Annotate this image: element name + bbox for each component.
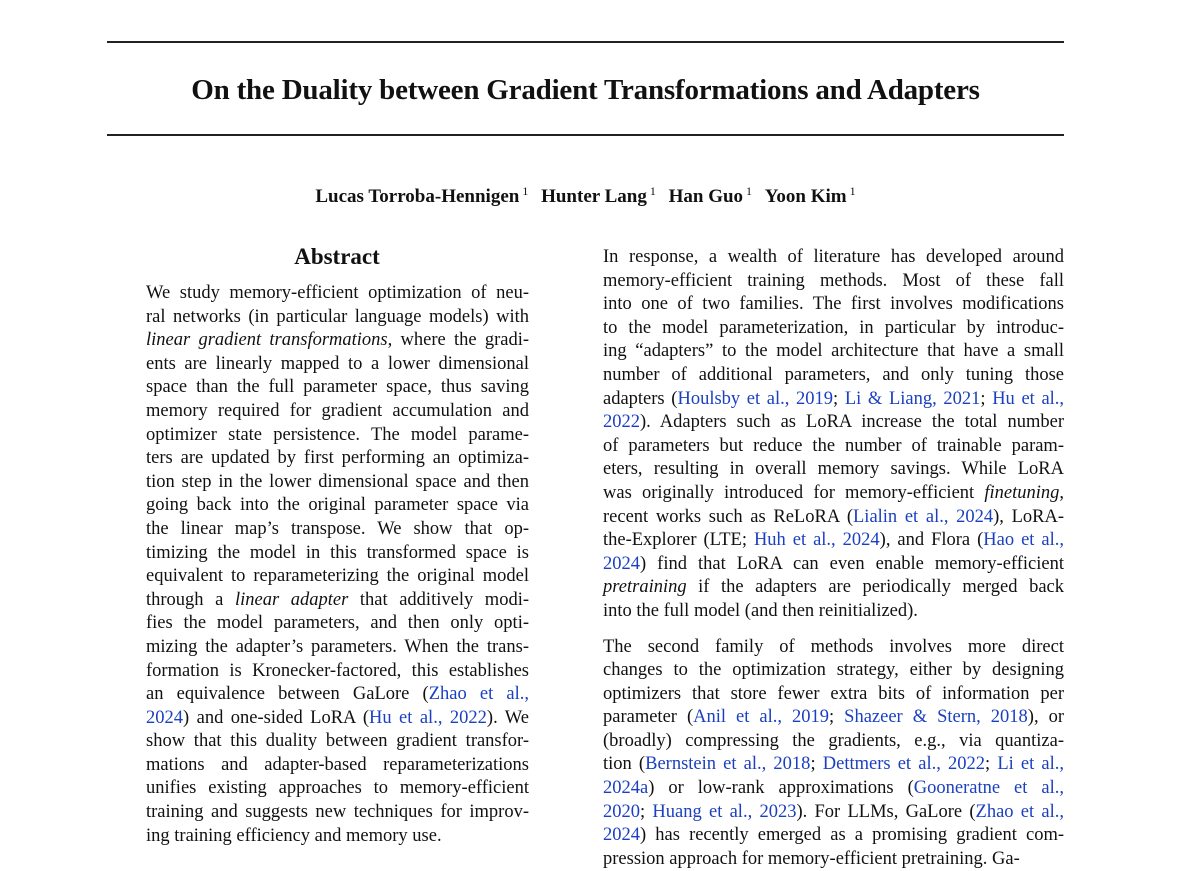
text-line: was originally introduced for memory-efficient finetuning,	[603, 482, 1064, 506]
citation-link[interactable]: Bernstein et al., 2018	[645, 754, 810, 774]
citation-link[interactable]: Huang et al., 2023	[652, 802, 796, 822]
text-line: to the model parameterization, in particular by introduc-	[603, 317, 1064, 341]
text-line: 2024) find that LoRA can even enable memory-efficient	[603, 553, 1064, 577]
citation-link[interactable]: 2020	[603, 802, 640, 822]
text-line: pretraining if the adapters are periodically merged back	[603, 576, 1064, 600]
affiliation-mark: 1	[522, 184, 528, 198]
abstract-heading: Abstract	[146, 242, 528, 272]
text-line: an equivalence between GaLore (Zhao et al.,	[146, 683, 529, 707]
citation-link[interactable]: Hao et al.,	[983, 530, 1064, 550]
text-line: show that this duality between gradient transfor-	[146, 730, 529, 754]
text-line: 2024) and one-sided LoRA (Hu et al., 2022). We	[146, 707, 529, 731]
text-line: changes to the optimization strategy, either by designing	[603, 659, 1064, 683]
citation-link[interactable]: Li & Liang, 2021	[845, 389, 981, 409]
affiliation-mark: 1	[650, 184, 656, 198]
citation-link[interactable]: 2024a	[603, 778, 648, 798]
text-line: number of additional parameters, and only tuning those	[603, 364, 1064, 388]
citation-link[interactable]: Gooneratne et al.,	[914, 778, 1064, 798]
text-line: memory required for gradient accumulation and	[146, 400, 529, 424]
text-line: space than the full parameter space, thus saving	[146, 376, 529, 400]
text-line: 2022). Adapters such as LoRA increase the total number	[603, 411, 1064, 435]
text-line: mations and adapter-based reparameterizations	[146, 754, 529, 778]
text-line: eters, resulting in overall memory savings. While LoRA	[603, 458, 1064, 482]
paper-title: On the Duality between Gradient Transformations and Adapters	[107, 68, 1064, 112]
author-name: Lucas Torroba-Hennigen	[315, 186, 519, 207]
text-line: of parameters but reduce the number of trainable param-	[603, 435, 1064, 459]
abstract-body	[146, 282, 529, 848]
text-line: In response, a wealth of literature has developed around	[603, 246, 1064, 270]
bottom-rule	[107, 134, 1064, 136]
citation-link[interactable]: Anil et al., 2019	[693, 707, 829, 727]
text-line: 2020; Huang et al., 2023). For LLMs, GaLore (Zhao et al.,	[603, 801, 1064, 825]
author-name: Yoon Kim	[765, 186, 847, 207]
text-line: The second family of methods involves more direct	[603, 636, 1064, 660]
author	[669, 186, 752, 207]
text-line: tion step in the lower dimensional space and then	[146, 471, 529, 495]
citation-link[interactable]: 2024	[146, 708, 183, 728]
text-line: ents are linearly mapped to a lower dimensional	[146, 353, 529, 377]
text-line: equivalent to reparameterizing the original model	[146, 565, 529, 589]
emphasis: finetuning	[984, 483, 1059, 503]
intro-paragraph-2	[603, 636, 1064, 871]
text-line: formation is Kronecker-factored, this establishes	[146, 660, 529, 684]
text-line: tion (Bernstein et al., 2018; Dettmers et al., 2022; Li et al.,	[603, 753, 1064, 777]
text-line: ral networks (in particular language models) with	[146, 306, 529, 330]
text-line: training and suggests new techniques for improv-	[146, 801, 529, 825]
citation-link[interactable]: 2022	[603, 412, 640, 432]
text-line: going back into the original parameter space via	[146, 494, 529, 518]
citation-link[interactable]: Dettmers et al., 2022	[823, 754, 985, 774]
affiliation-mark: 1	[746, 184, 752, 198]
citation-link[interactable]: Lialin et al., 2024	[853, 507, 993, 527]
citation-link[interactable]: Li et al.,	[997, 754, 1064, 774]
citation-link[interactable]: Hu et al.,	[992, 389, 1064, 409]
top-rule	[107, 41, 1064, 43]
text-line: ing “adapters” to the model architecture that have a small	[603, 340, 1064, 364]
introduction-column	[603, 246, 1064, 871]
author-list	[107, 176, 1064, 212]
text-line: the-Explorer (LTE; Huh et al., 2024), and Flora (Hao et al.,	[603, 529, 1064, 553]
emphasis: linear adapter	[235, 590, 348, 610]
author	[541, 186, 656, 207]
text-line: the linear map’s transpose. We show that op-	[146, 518, 529, 542]
author-name: Han Guo	[669, 186, 743, 207]
text-line: mizing the adapter’s parameters. When the trans-	[146, 636, 529, 660]
citation-link[interactable]: Houlsby et al., 2019	[677, 389, 833, 409]
citation-link[interactable]: Shazeer & Stern, 2018	[844, 707, 1028, 727]
affiliation-mark: 1	[850, 184, 856, 198]
emphasis: linear gradient transformations	[146, 330, 388, 350]
emphasis: pretraining	[603, 577, 687, 597]
text-line: pression approach for memory-efficient pretraining. Ga-	[603, 848, 1064, 871]
text-line: 2024a) or low-rank approximations (Gooneratne et al.,	[603, 777, 1064, 801]
text-line: memory-efficient training methods. Most of these fall	[603, 270, 1064, 294]
text-line: recent works such as ReLoRA (Lialin et al., 2024), LoRA-	[603, 506, 1064, 530]
citation-link[interactable]: Zhao et al.,	[976, 802, 1064, 822]
text-line: parameter (Anil et al., 2019; Shazeer & Stern, 2018), or	[603, 706, 1064, 730]
text-line: linear gradient transformations, where the gradi-	[146, 329, 529, 353]
citation-link[interactable]: 2024	[603, 554, 640, 574]
citation-link[interactable]: Hu et al., 2022	[369, 708, 487, 728]
text-line: unifies existing approaches to memory-efficient	[146, 777, 529, 801]
citation-link[interactable]: Huh et al., 2024	[754, 530, 880, 550]
text-line: We study memory-efficient optimization of neu-	[146, 282, 529, 306]
text-line: into the full model (and then reinitialized).	[603, 600, 1064, 624]
text-line: (broadly) compressing the gradients, e.g., via quantiza-	[603, 730, 1064, 754]
citation-link[interactable]: Zhao et al.,	[429, 684, 529, 704]
text-line: adapters (Houlsby et al., 2019; Li & Liang, 2021; Hu et al.,	[603, 388, 1064, 412]
text-line: ters are updated by first performing an optimiza-	[146, 447, 529, 471]
text-line: timizing the model in this transformed space is	[146, 542, 529, 566]
text-line: fies the model parameters, and then only opti-	[146, 612, 529, 636]
author	[315, 186, 528, 207]
text-line: optimizer state persistence. The model parame-	[146, 424, 529, 448]
text-line: optimizers that store fewer extra bits of information per	[603, 683, 1064, 707]
intro-paragraph-1	[603, 246, 1064, 624]
text-line: through a linear adapter that additively modi-	[146, 589, 529, 613]
citation-link[interactable]: 2024	[603, 825, 640, 845]
abstract-paragraph	[146, 282, 529, 848]
author-name: Hunter Lang	[541, 186, 647, 207]
author	[765, 186, 856, 207]
text-line: into one of two families. The first involves modifications	[603, 293, 1064, 317]
text-line: ing training efficiency and memory use.	[146, 825, 529, 849]
text-line: 2024) has recently emerged as a promising gradient com-	[603, 824, 1064, 848]
